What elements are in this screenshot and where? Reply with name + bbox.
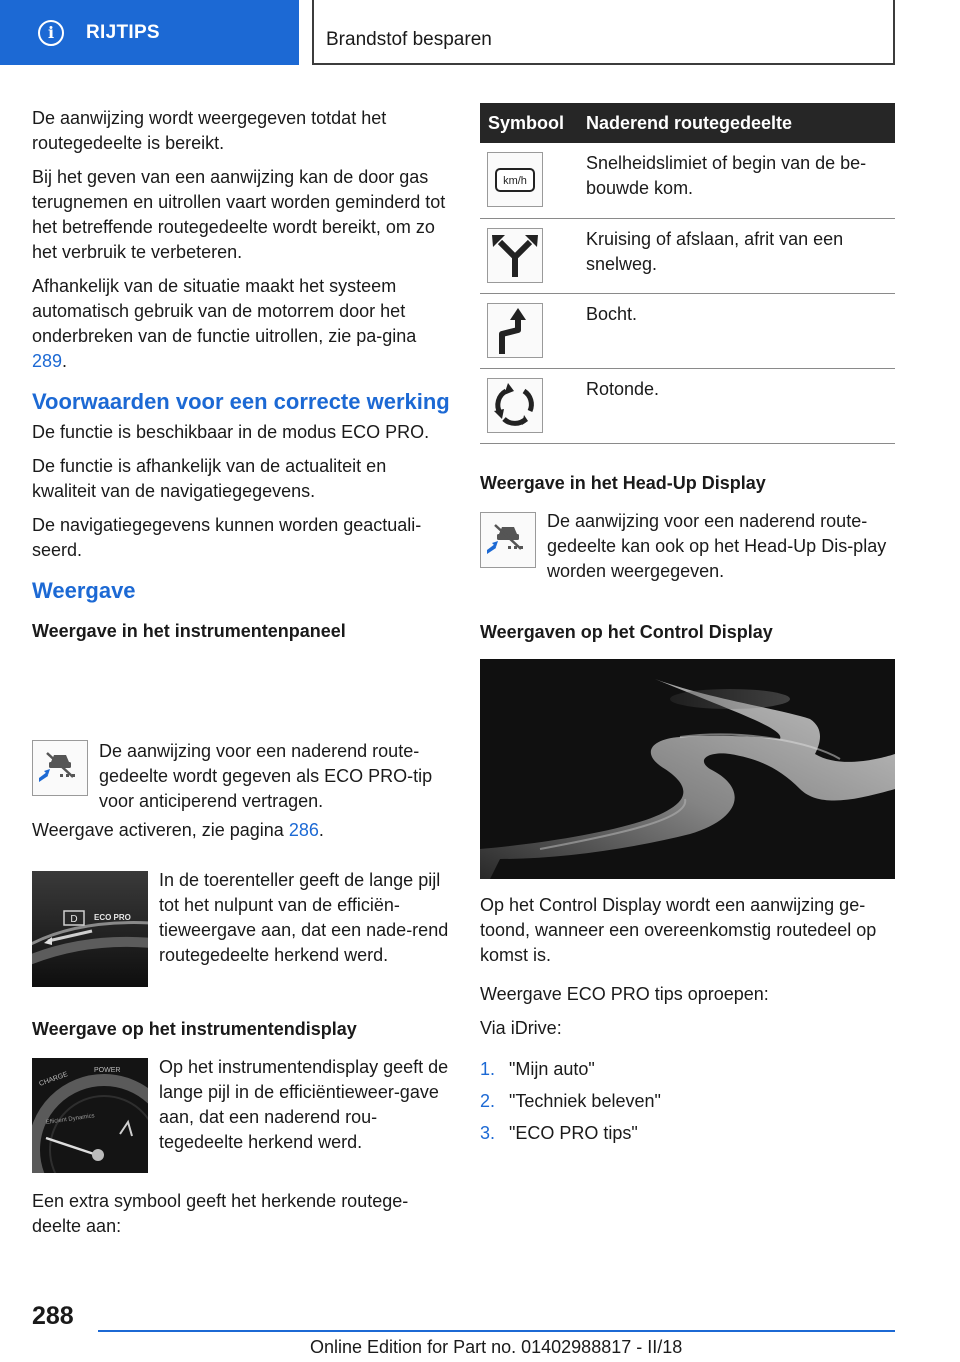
heading-weergave: Weergave — [32, 578, 136, 603]
paragraph: De aanwijzing voor een naderend route-gedeelte kan ook op het Head-Up Dis-play worden weergegeven. — [547, 511, 887, 581]
cd-heading-wrap — [480, 620, 895, 644]
table-cell-text: Rotonde. — [586, 379, 660, 399]
curve-icon — [487, 303, 543, 358]
paragraph: De aanwijzing wordt weergegeven totdat het routegedeelte is bereikt. — [32, 108, 387, 153]
junction-icon — [487, 228, 543, 283]
paragraph: De functie is beschikbaar in de modus ECO PRO. — [32, 422, 430, 442]
list-number: 1. — [480, 1059, 496, 1079]
tachometer-photo — [32, 871, 148, 987]
symbol-table-header — [480, 103, 895, 143]
extra-symbol-text — [32, 1189, 450, 1248]
hud-text — [547, 509, 892, 593]
table-divider — [480, 218, 895, 219]
paragraph: Afhankelijk van de situatie maakt het systeem automatisch gebruik van de motorrem door het onderbreken van de functie uitrollen, zie pa-gina 289. — [32, 276, 417, 371]
footer-edition: Online Edition for Part no. 01402988817 - II/18 — [310, 1337, 683, 1357]
roundabout-icon — [487, 378, 543, 433]
chapter-title-box — [312, 0, 895, 65]
footer-divider — [98, 1330, 895, 1332]
cluster-label-power: POWER — [94, 1067, 121, 1074]
paragraph: Op het instrumentendisplay geeft de lange pijl in de efficiëntieweer-gave aan, dat een naderend rou-tegedeelte herkend werd. — [159, 1057, 449, 1152]
page-link-286[interactable]: 286 — [288, 820, 319, 840]
section-label: RIJTIPS — [86, 21, 160, 43]
list-item — [480, 1089, 661, 1114]
table-header-symbol: Symbool — [488, 113, 565, 133]
tachometer-text — [159, 868, 451, 977]
paragraph: In de toerenteller geeft de lange pijl tot het nulpunt van de efficiën-tieweergave aan, dat een nade-rend routegedeelte herkend werd. — [159, 870, 449, 965]
table-divider — [480, 293, 895, 294]
table-cell-text: Bocht. — [586, 304, 638, 324]
table-divider — [480, 443, 895, 444]
list-number: 2. — [480, 1091, 496, 1111]
instrumentendisplay-heading-wrap — [32, 1017, 450, 1041]
paragraph: Bij het geven van een aanwijzing kan de door gas terugnemen en uitrollen vaart worden geminderd tot het betreffende routegedeelte wordt bereikt, om zo het verbruik te verbeteren. — [32, 167, 446, 262]
list-item — [480, 1057, 595, 1082]
hud-eco-pro-tip-icon — [480, 512, 536, 568]
cluster-label-charge: CHARGE — [38, 1071, 69, 1088]
list-text: "Techniek beleven" — [509, 1091, 661, 1111]
list-number: 3. — [480, 1123, 496, 1143]
heading-instrumentenpaneel: Weergave in het instrumentenpaneel — [32, 621, 346, 641]
instrumentendisplay-text — [159, 1055, 451, 1164]
list-item — [480, 1121, 638, 1146]
kmh-sign-label: km/h — [503, 175, 527, 187]
table-cell-text: Snelheidslimiet of begin van de be-bouwde kom. — [586, 153, 867, 198]
heading-head-up-display: Weergave in het Head-Up Display — [480, 473, 766, 493]
page-number: 288 — [32, 1302, 74, 1330]
page-link-289[interactable]: 289 — [32, 351, 63, 371]
cluster-label-efficiency: Efficient Dynamics — [45, 1113, 96, 1126]
gauge-label-d: D — [70, 914, 78, 925]
paragraph: Op het Control Display wordt een aanwijzing ge-toond, wanneer een overeenkomstig routedeel op komst is. — [480, 895, 877, 965]
paragraph: Een extra symbool geeft het herkende routege-deelte aan: — [32, 1191, 409, 1236]
heading-voorwaarden: Voorwaarden voor een correcte werking — [32, 389, 450, 414]
chapter-title: Brandstof besparen — [326, 29, 492, 50]
section-tab[interactable] — [0, 0, 299, 65]
instrument-display-photo — [32, 1058, 148, 1173]
gauge-label-eco: ECO PRO — [94, 913, 131, 922]
paragraph: De aanwijzing voor een naderend route-gedeelte wordt gegeven als ECO PRO-tip voor anticiperend vertragen. — [99, 741, 433, 811]
paragraph: Weergave ECO PRO tips oproepen: — [480, 984, 769, 1004]
list-text: "ECO PRO tips" — [509, 1123, 638, 1143]
heading-control-display: Weergaven op het Control Display — [480, 622, 773, 642]
hud-heading-wrap — [480, 471, 895, 495]
table-cell-text: Kruising of afslaan, afrit van een snelweg. — [586, 229, 844, 274]
table-header-route: Naderend routegedeelte — [586, 113, 793, 133]
table-divider — [480, 368, 895, 369]
paragraph: De functie is afhankelijk van de actualiteit en kwaliteit van de navigatiegegevens. — [32, 456, 387, 501]
heading-instrumentendisplay: Weergave op het instrumentendisplay — [32, 1019, 357, 1039]
control-display-image — [480, 659, 895, 879]
left-column-top — [32, 106, 450, 643]
info-icon: i — [38, 20, 64, 46]
eco-pro-tip-icon — [32, 740, 88, 796]
paragraph: Weergave activeren, zie pagina 286. — [32, 820, 324, 840]
right-column-bottom — [480, 893, 895, 1050]
kmh-sign-icon — [487, 152, 543, 207]
paragraph: Via iDrive: — [480, 1018, 562, 1038]
paragraph: De navigatiegegevens kunnen worden geactuali-seerd. — [32, 515, 422, 560]
instrumentenpaneel-text — [99, 739, 449, 823]
activation-text — [32, 818, 450, 852]
list-text: "Mijn auto" — [509, 1059, 595, 1079]
